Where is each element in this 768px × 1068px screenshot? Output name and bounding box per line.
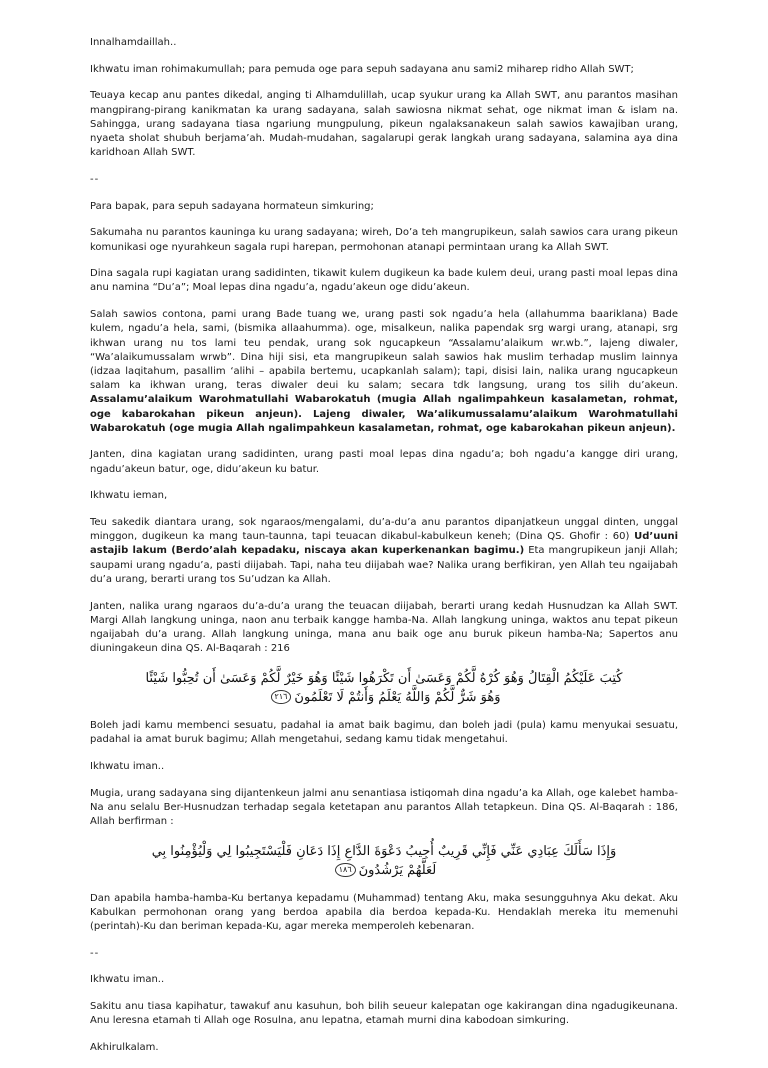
ghofir-intro-text: Teu sakedik diantara urang, sok ngaraos/mengalami, du’a-du’a anu parantos dipanjatkeun unggal dinten, unggal minggon, dugikeun ka mang taun-taunna, tapi teuacan dikabul-kabulkeun keneh; (Dina QS. Ghofir : 60) (90, 517, 678, 543)
closing-paragraph: Sakitu anu tiasa kapihatur, tawakuf anu kasuhun, boh bilih seueur kalepatan oge kakirangan dina ngadugikeunana. Anu leresna etamah ti Allah oge Rosulna, anu lepatna, etamah murni dina kabodoan simkuring. (90, 1001, 678, 1027)
arabic-verse-baqarah-216 (90, 669, 678, 707)
translation-186-paragraph: Dan apabila hamba-hamba-Ku bertanya kepadamu (Muhammad) tentang Aku, maka sesungguhnya Aku dekat. Aku Kabulkan permohonan orang yang berdoa apabila dia berdoa kepada-Ku. Hendaklah mereka itu memenuhi (perintah)-Ku dan beriman kepada-Ku, agar mereka memperoleh kebenaran. (90, 892, 678, 933)
salam-example-paragraph (90, 308, 678, 436)
ikhwatu-iman-closing-heading: Ikhwatu iman.. (90, 974, 165, 986)
arabic-verse-baqarah-186 (90, 842, 678, 880)
ikhwatu-iman-heading: Ikhwatu iman.. (90, 760, 165, 772)
ayah-number-marker: ٢١٦ (271, 690, 292, 704)
doa-definition-paragraph: Sakumaha nu parantos kauninga ku urang sadayana; wireh, Do’a teh mangrupikeun, salah sawios cara urang pikeun komunikasi oge nyurahkeun sagala rupi harepan, permohonan atanapi permintaan urang ka Allah SWT. (90, 227, 678, 253)
istiqomah-paragraph: Mugia, urang sadayana sing dijantenkeun jalmi anu senantiasa istiqomah dina ngadu’a ka Allah, oge kalebet hamba-Na anu selalu Ber-Husnudzan terhadap segala ketetapan anu parantos Allah tetapkeun. Dina QS. Al-Baqarah : 186, Allah berfirman : (90, 787, 678, 827)
husnudzan-paragraph: Janten, nalika urang ngaraos du’a-du’a urang the teuacan diijabah, berarti urang kedah Husnudzan ka Allah SWT. Margi Allah langkung uninga, naon anu terbaik kangge hamba-Na. Allah langkung uninga, waktos anu tepat pikeun ngaijabah du’a urang. Allah langkung uninga, mana anu baik oge anu buruk pikeun hamba-Na; Sapertos anu diuningakeun dina QS. Al-Baqarah : 216 (90, 600, 678, 655)
arabic-verse-line (90, 861, 678, 880)
ikhwatu-ieman-heading: Ikhwatu ieman, (90, 490, 168, 502)
separator: -- (90, 173, 100, 185)
daily-doa-paragraph: Janten, dina kagiatan urang sadidinten, urang pasti moal lepas dina ngadu’a; boh ngadu’a kangge diri urang, ngadu’akeun batur, oge, didu’akeun ku batur. (90, 449, 678, 475)
arabic-verse-line-text: وَهُوَ شَرٌّ لَّكُمْ وَاللَّهُ يَعْلَمُ وَأَنتُمْ لَا تَعْلَمُونَ (294, 689, 501, 705)
ayah-number-marker: ١٨٦ (335, 863, 356, 877)
translation-216-paragraph: Boleh jadi kamu membenci sesuatu, padahal ia amat baik bagimu, dan boleh jadi (pula) kamu menyukai sesuatu, padahal ia amat buruk bagimu; Allah mengetahui, sedang kamu tidak mengetahui. (90, 719, 678, 746)
address-paragraph: Ikhwatu iman rohimakumullah; para pemuda oge para sepuh sadayana anu sami2 miharep ridho Allah SWT; (90, 63, 634, 75)
ghofir-paragraph (90, 516, 678, 587)
opening-greeting: Innalhamdaillah.. (90, 37, 177, 48)
salam-bold-text: Assalamu’alaikum Warohmatullahi Wabarokatuh (mugia Allah ngalimpahkeun kasalametan, rohmat, oge kabarokahan pikeun anjeun). Lajeng diwaler, Wa’alikumussalamu’alaikum Warohmatullahi Wabarokatuh (oge mugia Allah ngalimpahkeun kasalametan, rohmat, oge kabarokahan pikeun anjeun). (90, 394, 678, 434)
arabic-verse-line: وَإِذَا سَأَلَكَ عِبَادِي عَنِّي فَإِنِّي قَرِيبٌ أُجِيبُ دَعْوَةَ الدَّاعِ إِذَا دَعَانِ فَلْيَسْتَجِيبُوا لِي وَلْيُؤْمِنُوا بِي (151, 843, 617, 859)
arabic-verse-line (90, 688, 678, 707)
salam-example-text: Salah sawios contona, pami urang Bade tuang we, urang pasti sok ngadu’a hela (allahumma baariklana) Bade kulem, ngadu’a hela, sami, (bismika allaahumma). oge, misalkeun, nalika papendak srg wargi urang, atanapi, srg ikhwan urang nu tos lami teu pendak, urang sok ngucapkeun “Assalamu’alaikum wr.wb.”, lajeng diwaler, “Wa’alaikumussalam wrwb”. Dina hiji sisi, eta mangrupikeun salah sawios hak muslim terhadap muslim lainnya (idzaa laqitahum, pasallim ‘alihi – apabila bertemu, ucapkanlah salam); tapi, disisi lain, nalika urang ngucapkeun salam ka ikhwan urang, teras diwaler deui ku salam; secara tdk langsung, urang tos silih du’akeun. (90, 309, 678, 392)
ghofir-quote-bold: Ud’uuni astajib lakum (Berdo’alah kepadaku, niscaya akan kuperkenankan bagimu.) (90, 531, 679, 557)
ghofir-outro-text: Eta mangrupikeun janji Allah; saupami urang ngadu’a, pasti diijabah. Tapi, naha teu diijabah wae? Nalika urang berfikiran, yen Allah teu ngaijabah du’a urang, berarti urang tos Su’udzan ka Allah. (90, 545, 678, 585)
akhirulkalam: Akhirulkalam. (90, 1042, 159, 1054)
daily-activity-paragraph: Dina sagala rupi kagiatan urang sadidinten, tikawit kulem dugikeun ka bade kulem deui, urang pasti moal lepas dina anu namina “Du’a”; Moal lepas dina ngadu’a, ngadu’akeun oge didu’akeun. (90, 268, 678, 294)
gratitude-paragraph: Teuaya kecap anu pantes dikedal, anging ti Alhamdulillah, ucap syukur urang ka Allah SWT, anu parantos masihan mangpirang-pirang kanikmatan ka urang sadayana, salah sawiosna nikmat sehat, oge nikmat iman & islam na. Sahingga, urang sadayana tiasa ngariung mungpulung, pikeun ngalaksanakeun salah sawios kawajiban urang, nyaeta sholat shubuh berjama’ah. Mudah-mudahan, sagalarupi gerak langkah urang sadayana, salamina aya dina karidhoan Allah SWT. (90, 90, 678, 159)
document-page (90, 36, 678, 1068)
arabic-verse-line: كُتِبَ عَلَيْكُمُ الْقِتَالُ وَهُوَ كُرْهٌ لَّكُمْ وَعَسَىٰ أَن تَكْرَهُوا شَيْئًا وَهُوَ خَيْرٌ لَّكُمْ وَعَسَىٰ أَن تُحِبُّوا شَيْئًا (145, 670, 623, 686)
arabic-verse-line-text: لَعَلَّهُمْ يَرْشُدُونَ (358, 862, 437, 878)
separator: -- (90, 947, 100, 959)
respect-paragraph: Para bapak, para sepuh sadayana hormateun simkuring; (90, 200, 374, 212)
